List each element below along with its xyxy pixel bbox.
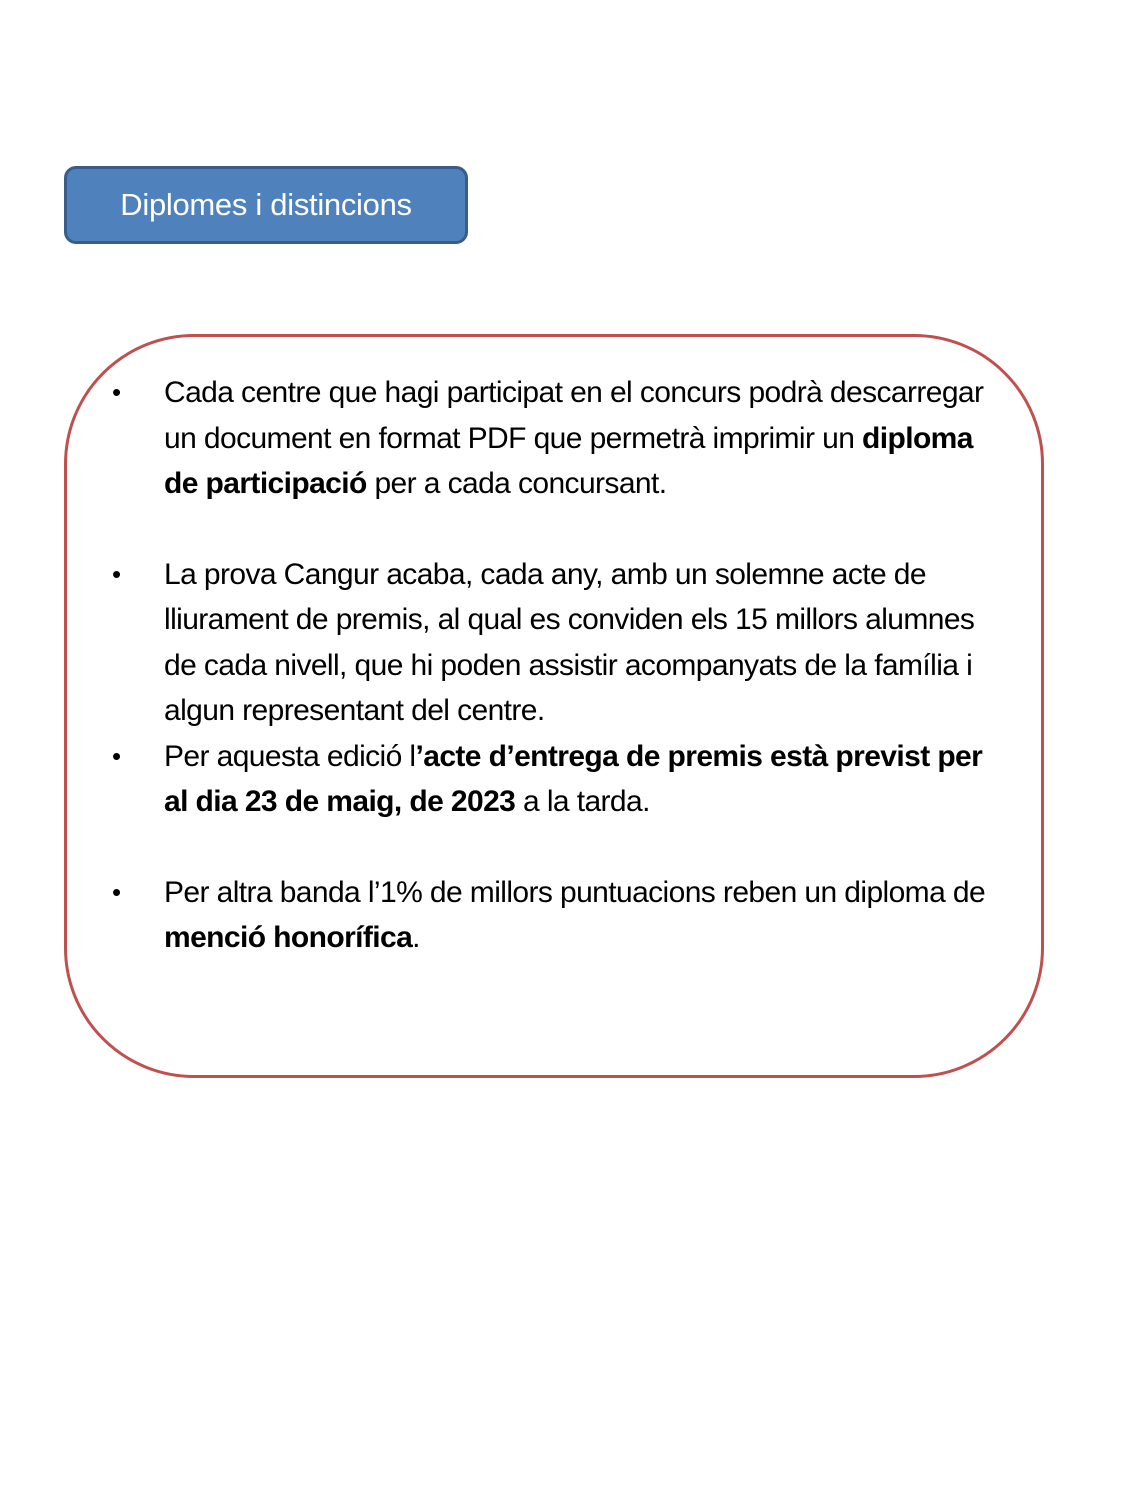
bullet-text: a la tarda. [515, 785, 650, 818]
bullet-text: Per aquesta edició l [164, 739, 416, 773]
bullet-icon: • [112, 377, 121, 407]
bullet-bold-text: ’acte d’entrega de premis està previst per al dia 23 de maig, de 2023 [164, 739, 983, 818]
spacer [112, 825, 1012, 870]
bullet-text: Cada centre que hagi participat en el concurs podrà descarregar un document en format PDF que permetrà imprimir un [164, 376, 984, 455]
bullet-bold-text: diploma de participació [164, 421, 973, 500]
bullet-text: per a cada concursant. [366, 467, 667, 500]
bullet-icon: • [112, 876, 121, 907]
bullet-text: La prova Cangur acaba, cada any, amb un solemne acte de lliurament de premis, al qual es conviden els 15 millors alumnes de cada nivell, que hi poden assistir acompanyats de la família i algun representant del centre. [164, 557, 975, 727]
bullet-item-honorable-mention [112, 870, 994, 961]
bullet-item-awards-ceremony [112, 552, 1004, 734]
bullet-item-ceremony-date [112, 734, 984, 825]
section-title: Diplomes i distincions [120, 187, 412, 222]
bullet-bold-text: menció honorífica [164, 921, 413, 954]
bullet-list [112, 370, 1012, 961]
spacer [112, 507, 1012, 552]
bullet-item-participation-diploma [112, 370, 994, 507]
bullet-icon: • [112, 740, 121, 771]
bullet-text: Per altra banda l’1% de millors puntuacions reben un diploma de [164, 875, 986, 909]
section-title-box [64, 166, 468, 244]
bullet-icon: • [112, 558, 121, 589]
bullet-text: . [412, 921, 420, 954]
